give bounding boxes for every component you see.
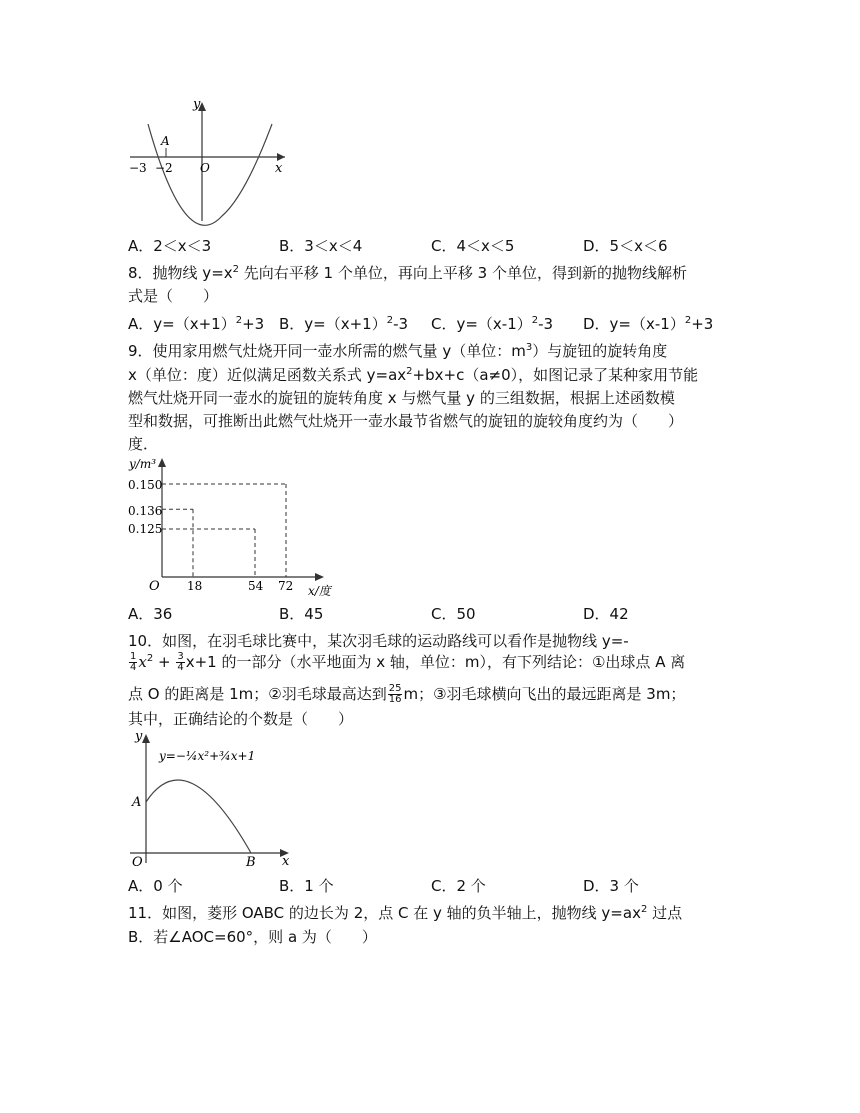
- q8-line-1: 8．抛物线 $y=x^2$ 先向右平移 1 个单位，再向上平移 3 个单位，得到新的抛物线解析: [128, 264, 687, 282]
- q7-option-c: C．4＜x＜5: [431, 237, 515, 255]
- point-a-label: A: [161, 134, 170, 148]
- x-tick-label: 18: [187, 579, 203, 593]
- q9-option-a: A．36: [128, 605, 173, 623]
- q10-option-a: A．0 个: [128, 877, 183, 895]
- q9-option-b: B．45: [279, 605, 324, 623]
- y-tick-label: 0.125: [128, 522, 163, 536]
- q8-option-c: C．$y=(x-1)^2-3$: [431, 315, 554, 333]
- q10-option-d: D．3 个: [583, 877, 639, 895]
- q10-option-c: C．2 个: [431, 877, 486, 895]
- q8-option-d: D．$y=(x-1)^2+3$: [583, 315, 714, 333]
- x-tick-label: 72: [278, 579, 294, 593]
- q9-option-c: C．50: [431, 605, 476, 623]
- point-a-label: A: [132, 795, 142, 810]
- y-axis-label: y/m³: [129, 457, 157, 471]
- q11-line-2: B．若∠AOC=60°，则 a 为（ ）: [128, 928, 377, 946]
- q10-line-2: $\frac{1}{4}$ $x^2$ + $\frac{3}{4}$ x+1 的一部分（水平地面为 x 轴，单位：m），有下列结论：①出球点 A 离: [130, 651, 686, 673]
- gas-data-chart: [125, 452, 345, 600]
- equation-label: y=−¼x²+¾x+1: [159, 749, 256, 763]
- q9-line-2: x（单位：度）近似满足函数关系式 $y=ax^2+bx+c(a\ne 0)$，如图记录了某种家用节能: [128, 366, 699, 384]
- tick-neg2: −2: [155, 161, 173, 175]
- y-axis-label: y: [193, 97, 201, 112]
- q9-line-5: 度．: [128, 435, 159, 453]
- y-tick-label: 0.136: [128, 504, 163, 518]
- q10-line-1: 10．如图，在羽毛球比赛中，某次羽毛球的运动路线可以看作是抛物线 y=-: [128, 632, 629, 650]
- point-b-label: B: [246, 855, 256, 868]
- x-axis-label: x/度: [308, 584, 331, 598]
- x-axis-label: x: [275, 161, 283, 176]
- y-axis-label: y: [135, 729, 143, 744]
- y-tick-label: 0.150: [128, 478, 163, 492]
- q8-option-a: A．$y=(x+1)^2+3$: [128, 315, 265, 333]
- x-axis-label: x: [282, 854, 290, 868]
- q9-option-d: D．42: [583, 605, 629, 623]
- q10-line-4: 其中，正确结论的个数是（ ）: [128, 710, 354, 728]
- q7-option-a: A．2＜x＜3: [128, 237, 212, 255]
- q10-line-3: 点 O 的距离是 1m；②羽毛球最高达到 $\frac{25}{16}$ m；③羽毛球横向飞出的最远距离是 3m；: [128, 683, 686, 705]
- q9-line-4: 型和数据，可推断出此燃气灶烧开一壶水最节省燃气的旋钮的旋较角度约为（ ）: [128, 412, 684, 430]
- tick-neg3: −3: [129, 161, 147, 175]
- q7-option-b: B．3＜x＜4: [279, 237, 363, 255]
- q7-option-d: D．5＜x＜6: [583, 237, 668, 255]
- q11-line-1: 11．如图，菱形 OABC 的边长为 2，点 C 在 y 轴的负半轴上，抛物线 $y=ax^2$ 过点: [128, 904, 683, 922]
- parabola-figure: [125, 96, 295, 226]
- q9-line-1: 9．使用家用燃气灶烧开同一壶水所需的燃气量 y（单位：$m^3$）与旋钮的旋转角度: [128, 342, 668, 360]
- q10-option-b: B．1 个: [279, 877, 334, 895]
- origin-label: O: [200, 161, 210, 175]
- origin-label: O: [132, 855, 143, 868]
- origin-label: O: [149, 579, 160, 594]
- x-tick-label: 54: [248, 579, 264, 593]
- shuttlecock-figure: [125, 728, 300, 868]
- q8-option-b: B．$y=(x+1)^2-3$: [279, 315, 409, 333]
- q8-line-2: 式是（ ）: [128, 287, 219, 305]
- q9-line-3: 燃气灶烧开同一壶水的旋钮的旋转角度 x 与燃气量 y 的三组数据，根据上述函数模: [128, 389, 675, 407]
